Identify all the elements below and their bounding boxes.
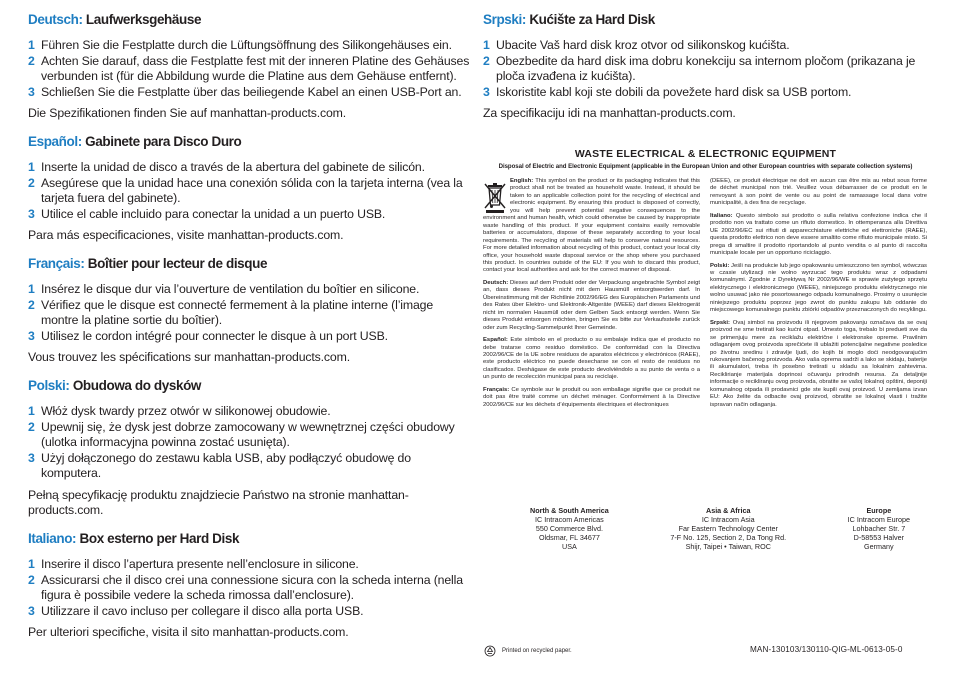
step-number: 2 — [483, 53, 490, 68]
step-text: Utilice el cable incluido para conectar la unidad a un puerto USB. — [41, 206, 386, 221]
language-label: Deutsch: — [28, 12, 83, 27]
instruction-step — [28, 604, 473, 620]
instruction-step — [28, 85, 473, 101]
weee-paragraph-text: Jeśli na produkcie lub jego opakowaniu umieszczono ten symbol, wówczas w czasie utylizacji nie wolno wyrzucać tego produktu wraz z odpadami komunalnymi. Zgodnie z Dyrektywą Nr 2002/96/WE w sprawie zużytego sprzętu elektrycznego i elektronicznego (WEEE), niniejszego produktu elektrycznego nie wolno usuwać jako nie posortowanego odpadu komunalnego. Prosimy o usunięcie niniejszego produktu poprzez jego zwrot do punktu zakupu lub oddanie do miejscowego komunalnego punktu zbiórki odpadów przeznaczonych do recyklingu. — [710, 262, 928, 314]
section-title: Boîtier pour lecteur de disque — [87, 255, 268, 271]
weee-paragraph-text: (DEEE), ce produit électrique ne doit en aucun cas être mis au rebut sous forme de déchet municipal non trié. Veuillez vous débarrasser de ce produit en le renvoyant à son point de vente ou au point de ramassage local dans votre municipalité, à des fins de recyclage. — [710, 178, 927, 207]
step-text: Vérifiez que le disque est connecté fermement à la platine interne (l’image montre la platine sortie du boîtier). — [41, 297, 434, 328]
weee-paragraph — [483, 280, 700, 332]
contact-address-line: 550 Commerce Blvd. — [535, 524, 603, 533]
step-number: 2 — [28, 53, 35, 68]
step-text: Inserte la unidad de disco a través de la abertura del gabinete de silicón. — [41, 159, 425, 174]
weee-paragraph — [710, 213, 927, 258]
contact-address-line: Shijr, Taipei • Taiwan, ROC — [685, 542, 771, 551]
contact-address-line: IC Intracom Europe — [847, 515, 910, 524]
contact-region: North & South America — [530, 506, 609, 515]
section-heading — [28, 531, 473, 546]
weee-language-label: Srpski: — [710, 319, 730, 326]
section-title: Laufwerksgehäuse — [85, 12, 202, 27]
specifications-note: Para más especificaciones, visite manhattan-products.com. — [28, 228, 344, 243]
specifications-note: Za specifikaciju idi na manhattan-products.com. — [483, 106, 736, 121]
right-column — [483, 12, 928, 134]
section-title: Box esterno per Hard Disk — [79, 531, 240, 547]
contact-region: Europe — [866, 506, 892, 515]
crossed-out-wheelie-bin-icon — [483, 180, 507, 214]
step-number: 3 — [28, 206, 35, 221]
step-text: Włóż dysk twardy przez otwór w silikonowej obudowie. — [41, 403, 331, 418]
section-heading — [28, 134, 473, 149]
contact-address-line: Lohbacher Str. 7 — [852, 524, 906, 533]
step-number: 1 — [28, 557, 35, 572]
contact-address-line: USA — [562, 542, 577, 551]
step-text: Utilizzare il cavo incluso per collegare il disco alla porta USB. — [41, 603, 364, 618]
specifications-note: Per ulteriori specifiche, visita il sito manhattan-products.com. — [28, 625, 349, 640]
language-label: Srpski: — [483, 12, 526, 27]
section-heading — [28, 378, 473, 393]
weee-paragraph — [710, 263, 927, 315]
weee-language-label: Italiano: — [710, 212, 733, 219]
weee-column-2 — [710, 178, 927, 414]
step-number: 1 — [483, 38, 490, 52]
instruction-step — [28, 54, 473, 85]
contact-address-line: 7-F No. 125, Section 2, Da Tong Rd. — [670, 533, 787, 542]
language-label: Español: — [28, 133, 82, 149]
instruction-step — [483, 38, 928, 54]
weee-paragraph — [483, 387, 700, 409]
contact-region: Asia & Africa — [706, 506, 751, 515]
step-text: Utilisez le cordon intégré pour connecter le disque à un port USB. — [41, 328, 388, 343]
step-text: Insérez le disque dur via l’ouverture de ventilation du boîtier en silicone. — [41, 281, 420, 296]
instruction-step — [28, 176, 473, 207]
weee-language-label: English: — [510, 178, 534, 184]
recycled-paper-text: Printed on recycled paper. — [502, 648, 572, 654]
weee-paragraph-text: Dieses auf dem Produkt oder der Verpackung angebrachte Symbol zeigt an, dass dieses Produkt nicht mit dem Hausmüll entsorgtwerden darf. In Übereinstimmung mit der Richtlinie 2002/96/EG des Europäischen Parlaments und des Rates über Elektro- und Elektronik-Altgeräte (WEEE) darf dieses Elektrogerät nicht im normalen Hausmüll oder dem Gelben Sack entsorgt werden. Wenn Sie dieses Produkt entsorgen möchten, bringen Sie es bitte zur Verkaufsstelle zurück oder zum Recycling-Sammelpunkt Ihrer Gemeinde. — [483, 279, 701, 331]
step-text: Obezbedite da hard disk ima dobru konekciju sa internom pločom (prikazana je ploča izvađena iz kućišta). — [496, 53, 916, 84]
step-number: 3 — [28, 84, 35, 99]
instruction-step — [28, 282, 473, 298]
weee-paragraph — [710, 178, 927, 208]
contact-block — [530, 506, 609, 551]
section-title: Obudowa do dysków — [72, 377, 202, 393]
language-section — [28, 134, 473, 244]
step-text: Upewnij się, że dysk jest dobrze zamocowany w wewnętrznej części obudowy (ulotka informacyjna powinna zostać usunięta). — [41, 419, 455, 450]
weee-paragraph-text: This symbol on the product or its packaging indicates that this product shall not be treated as household waste. Instead, it should be taken to an applicable collection point for the recycling of electrical and electronic equipment. By ensuring this product is disposed of correctly, you will help prevent potential negative consequences to the environment and human health, which could otherwise be caused by inappropriate waste handling of this product. If your equipment contains easily removable batteries or accumulators, dispose of these separately according to your local requirements. The recycling of materials will help to conserve natural resources. For more detailed information about recycling of this product, contact your local city office, your household waste disposal service or the shop where you purchased this product. In countries outside of the EU: If you wish to discard this product, contact your local authorities and ask for the correct manner of disposal. — [483, 178, 700, 274]
step-number: 2 — [28, 419, 35, 434]
step-number: 1 — [28, 159, 35, 174]
contact-addresses — [530, 506, 910, 551]
step-text: Ubacite Vaš hard disk kroz otvor od silikonskog kućišta. — [496, 38, 790, 52]
weee-paragraph — [483, 178, 700, 275]
section-title: Gabinete para Disco Duro — [85, 133, 242, 149]
step-number: 2 — [28, 175, 35, 190]
recycled-paper-note — [484, 645, 572, 657]
step-text: Assicurarsi che il disco crei una connessione sicura con la scheda interna (nella figura è possibile vedere la scheda rimossa dall’enclosure). — [41, 572, 463, 603]
language-section — [28, 12, 473, 122]
section-heading — [28, 12, 473, 27]
step-text: Schließen Sie die Festplatte über das beiliegende Kabel an einen USB-Port an. — [41, 84, 462, 99]
instruction-step — [28, 298, 473, 329]
step-text: Asegúrese que la unidad hace una conexión sólida con la tarjeta interna (vea la tarjeta fuera del gabinete). — [41, 175, 463, 206]
step-number: 1 — [28, 281, 35, 296]
instruction-step — [28, 557, 473, 573]
instruction-step — [28, 573, 473, 604]
contact-address-line: Germany — [864, 542, 894, 551]
contact-block — [848, 506, 910, 551]
weee-language-label: Deutsch: — [483, 279, 509, 286]
step-number: 2 — [28, 572, 35, 587]
step-text: Achten Sie darauf, dass die Festplatte fest mit der inneren Platine des Gehäuses verbunden ist (für die Abbildung wurde die Platine aus dem Gehäuse entfernt). — [41, 53, 470, 84]
contact-address-line: Far Eastern Technology Center — [678, 524, 778, 533]
instruction-step — [28, 160, 473, 176]
weee-language-label: Français: — [483, 386, 510, 393]
weee-paragraph — [710, 320, 927, 409]
section-heading — [483, 12, 928, 27]
specifications-note: Vous trouvez les spécifications sur manhattan-products.com. — [28, 350, 350, 365]
contact-address-line: Oldsmar, FL 34677 — [538, 533, 600, 542]
weee-paragraph — [483, 337, 700, 382]
instruction-step — [483, 85, 928, 101]
step-number: 2 — [28, 297, 35, 312]
weee-subtitle: Disposal of Electric and Electronic Equipment (applicable in the European Union and other European countries with separate collection systems) — [498, 163, 913, 170]
specifications-note: Pełną specyfikację produktu znajdziecie Państwo na stronie manhattan-products.com. — [28, 487, 409, 518]
weee-column-1 — [483, 178, 700, 414]
instruction-step — [28, 420, 473, 451]
section-heading — [28, 256, 473, 271]
step-number: 3 — [28, 450, 35, 465]
instruction-step — [28, 207, 473, 223]
weee-title: WASTE ELECTRICAL & ELECTRONIC EQUIPMENT — [574, 148, 837, 160]
step-number: 3 — [483, 84, 490, 99]
instruction-step — [28, 329, 473, 345]
weee-paragraph-text: Este símbolo en el producto o su embalaje indica que el producto no debe tratarse como residuo doméstico. De conformidad con la Directiva 2002/96/CE de la UE sobre residuos de aparatos eléctricos y electrónicos (RAEE), este producto eléctrico no puede desecharse se con el resto de residuos no clasificados. Deshágase de este producto devolviéndolo a su punto de venta o a un punto de recolección municipal para su reciclaje. — [483, 337, 701, 381]
language-label: Italiano: — [28, 531, 77, 547]
document-code: MAN-130103/130110-QIG-ML-0613-05-0 — [750, 645, 903, 654]
language-label: Polski: — [28, 377, 70, 393]
step-number: 3 — [28, 328, 35, 343]
weee-language-label: Español: — [483, 337, 508, 344]
step-text: Iskoristite kabl koji ste dobili da povežete hard disk sa USB portom. — [496, 84, 852, 99]
contact-address-line: IC Intracom Americas — [535, 515, 604, 524]
step-number: 1 — [28, 38, 35, 52]
step-text: Użyj dołączonego do zestawu kabla USB, aby podłączyć obudowę do komputera. — [41, 450, 411, 481]
weee-paragraph-text: Ovaj simbol na proizvodu ili njegovom pakovanju označava da se ovaj proizvod ne sme tretirati kao kućni otpad. Umesto toga, trebalo bi predueti sve da se primenjuju mere za reciklažu električne i elektronske opreme. Pravilnim odlaganjem ovog proizvoda sprečićete ili ublažiti potencijalne negativne posledice po životnu sredinu i zdravlje ljudi, do kojih bi moglo doći neodgovarajućim rukovanjem bačenog proizvoda. Ako vaša oprema sadrži a lako se skidaju, baterije ili akumulatori, treba ih posebno tretirati u skladu sa lokalnim zahtevima. Reciklirianje materijala doprinosi očuvanju prirodnih resursa. Za detaljnije informacije o recikliranju ovog proizvoda, obratite se vašoj lokalnoj opštini, deponiji komunalnog otpada ili prodavnici gde ste kupili ovaj proizvod. U zemljama izvan EU: Ako želite da odbacite ovaj proizvod, obratite se lokalnoj vlasti i tražite ispravan način odlaganja. — [710, 319, 928, 408]
contact-block — [670, 506, 786, 551]
instruction-step — [483, 54, 928, 85]
contact-address-line: IC Intracom Asia — [701, 515, 755, 524]
section-title: Kućište za Hard Disk — [529, 12, 655, 27]
instruction-step — [28, 38, 473, 54]
left-column — [28, 12, 473, 653]
weee-paragraph-text: Ce symbole sur le produit ou son emballage signifie que ce produit ne doit pas être traité comme un déchet ménager. Conformément à la Directive 2002/96/CE sur les déchets d’équipements électriques et électroniques — [483, 386, 700, 408]
weee-language-label: Polski: — [710, 262, 730, 269]
contact-address-line: D-58553 Halver — [853, 533, 904, 542]
step-text: Inserire il disco l’apertura presente nell’enclosure in silicone. — [41, 557, 359, 572]
step-number: 3 — [28, 603, 35, 618]
weee-notice — [483, 148, 928, 414]
weee-paragraph-text: Questo simbolo sui prodotto o sulla relativa confezione indica che il prodotto non va trattato come un rifiuto domestico. In ottemperanza alla Direttiva UE 2002/96/EC sui rifiuti di apparecchiature elettriche ed elettroniche (RAEE), questa prodotto elettrico non deve essere smaltito come rifiuto municipale misto. Si prega di smaltire il prodotto riportandolo al punto vendita o al punto di raccolta municipale locale per un opportuno riciclaggio. — [710, 212, 928, 257]
language-label: Français: — [28, 255, 85, 271]
language-section — [28, 256, 473, 366]
specifications-note: Die Spezifikationen finden Sie auf manhattan-products.com. — [28, 106, 347, 121]
step-number: 1 — [28, 403, 35, 418]
language-section — [28, 378, 473, 519]
step-text: Führen Sie die Festplatte durch die Lüftungsöffnung des Silikongehäuses ein. — [41, 38, 452, 52]
language-section — [483, 12, 928, 122]
instruction-step — [28, 451, 473, 482]
language-section — [28, 531, 473, 641]
instruction-step — [28, 404, 473, 420]
recycle-icon — [484, 645, 496, 657]
